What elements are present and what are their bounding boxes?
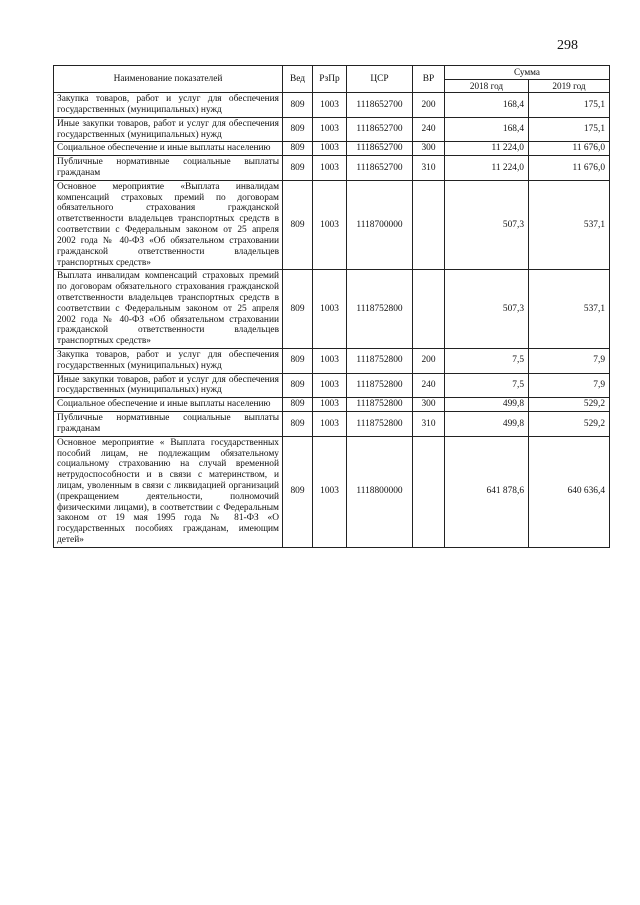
cell-name: Основное мероприятие «Выплата инвалидам компенсаций страховых премий по договорам обязательного страхования гражданской ответственности владельцев транспортных средств в соответствии с Федеральным законом от 25 апреля 2002 года № 40-ФЗ «Об обязательном страховании гражданской ответственности владельцев транспортных средств» xyxy=(54,180,283,270)
header-name: Наименование показателей xyxy=(54,66,283,93)
cell-rzpr: 1003 xyxy=(313,156,347,181)
cell-vr xyxy=(413,180,445,270)
table-row xyxy=(54,93,610,118)
cell-2019: 529,2 xyxy=(529,398,610,412)
cell-csr: 1118652700 xyxy=(347,156,413,181)
cell-rzpr: 1003 xyxy=(313,349,347,374)
cell-vr: 240 xyxy=(413,117,445,142)
cell-2019: 537,1 xyxy=(529,270,610,349)
cell-ved: 809 xyxy=(283,142,313,156)
cell-ved: 809 xyxy=(283,373,313,398)
table-row xyxy=(54,436,610,547)
table-row xyxy=(54,156,610,181)
header-vr: ВР xyxy=(413,66,445,93)
table-row xyxy=(54,373,610,398)
cell-vr: 300 xyxy=(413,398,445,412)
cell-ved: 809 xyxy=(283,270,313,349)
cell-ved: 809 xyxy=(283,436,313,547)
cell-csr: 1118652700 xyxy=(347,117,413,142)
cell-2018: 507,3 xyxy=(445,180,529,270)
cell-2019: 529,2 xyxy=(529,412,610,437)
cell-name: Закупка товаров, работ и услуг для обеспечения государственных (муниципальных) нужд xyxy=(54,93,283,118)
cell-rzpr: 1003 xyxy=(313,398,347,412)
header-2018: 2018 год xyxy=(445,79,529,93)
cell-rzpr: 1003 xyxy=(313,93,347,118)
table-row xyxy=(54,349,610,374)
cell-vr: 240 xyxy=(413,373,445,398)
page-number: 298 xyxy=(557,38,578,53)
cell-2019: 11 676,0 xyxy=(529,142,610,156)
cell-vr xyxy=(413,270,445,349)
cell-rzpr: 1003 xyxy=(313,436,347,547)
cell-name: Публичные нормативные социальные выплаты гражданам xyxy=(54,156,283,181)
cell-csr: 1118752800 xyxy=(347,270,413,349)
table-row xyxy=(54,142,610,156)
cell-2018: 7,5 xyxy=(445,349,529,374)
cell-vr: 310 xyxy=(413,412,445,437)
cell-csr: 1118752800 xyxy=(347,349,413,374)
cell-vr: 310 xyxy=(413,156,445,181)
cell-rzpr: 1003 xyxy=(313,180,347,270)
cell-rzpr: 1003 xyxy=(313,117,347,142)
cell-vr xyxy=(413,436,445,547)
cell-name: Основное мероприятие « Выплата государственных пособий лицам, не подлежащим обязательному социальному страхованию на случай временной нетрудоспособности и в связи с материнством, и лицам, уволенным в связи с ликвидацией организаций (прекращением деятельности, полномочий физическими лицами), в соответствии с Федеральным законом от 19 мая 1995 года № 81-ФЗ «О государственных пособиях гражданам, имеющим детей» xyxy=(54,436,283,547)
cell-csr: 1118752800 xyxy=(347,412,413,437)
cell-2019: 7,9 xyxy=(529,349,610,374)
cell-name: Выплата инвалидам компенсаций страховых премий по договорам обязательного страхования гражданской ответственности владельцев транспортных средств в соответствии с Федеральным законом от 25 апреля 2002 года № 40-ФЗ «Об обязательном страховании гражданской ответственности владельцев транспортных средств» xyxy=(54,270,283,349)
cell-vr: 200 xyxy=(413,93,445,118)
budget-table xyxy=(53,65,610,548)
cell-csr: 1118652700 xyxy=(347,93,413,118)
cell-2018: 507,3 xyxy=(445,270,529,349)
cell-rzpr: 1003 xyxy=(313,412,347,437)
cell-csr: 1118752800 xyxy=(347,373,413,398)
cell-name: Публичные нормативные социальные выплаты гражданам xyxy=(54,412,283,437)
header-2019: 2019 год xyxy=(529,79,610,93)
cell-2018: 641 878,6 xyxy=(445,436,529,547)
cell-2018: 7,5 xyxy=(445,373,529,398)
cell-ved: 809 xyxy=(283,117,313,142)
cell-name: Социальное обеспечение и иные выплаты населению xyxy=(54,142,283,156)
cell-ved: 809 xyxy=(283,156,313,181)
cell-2018: 499,8 xyxy=(445,398,529,412)
cell-2019: 537,1 xyxy=(529,180,610,270)
table-row xyxy=(54,180,610,270)
cell-ved: 809 xyxy=(283,93,313,118)
cell-csr: 1118700000 xyxy=(347,180,413,270)
cell-2018: 168,4 xyxy=(445,93,529,118)
table-row xyxy=(54,398,610,412)
cell-2019: 175,1 xyxy=(529,117,610,142)
cell-name: Иные закупки товаров, работ и услуг для обеспечения государственных (муниципальных) нужд xyxy=(54,117,283,142)
table-row xyxy=(54,412,610,437)
cell-name: Социальное обеспечение и иные выплаты населению xyxy=(54,398,283,412)
cell-ved: 809 xyxy=(283,398,313,412)
cell-rzpr: 1003 xyxy=(313,270,347,349)
cell-2018: 168,4 xyxy=(445,117,529,142)
cell-ved: 809 xyxy=(283,349,313,374)
cell-rzpr: 1003 xyxy=(313,373,347,398)
cell-2019: 640 636,4 xyxy=(529,436,610,547)
cell-vr: 200 xyxy=(413,349,445,374)
header-ved: Вед xyxy=(283,66,313,93)
cell-2019: 7,9 xyxy=(529,373,610,398)
cell-csr: 1118752800 xyxy=(347,398,413,412)
table-row xyxy=(54,270,610,349)
cell-name: Иные закупки товаров, работ и услуг для обеспечения государственных (муниципальных) нужд xyxy=(54,373,283,398)
cell-2019: 11 676,0 xyxy=(529,156,610,181)
cell-2018: 11 224,0 xyxy=(445,156,529,181)
cell-2019: 175,1 xyxy=(529,93,610,118)
cell-csr: 1118800000 xyxy=(347,436,413,547)
cell-ved: 809 xyxy=(283,180,313,270)
cell-vr: 300 xyxy=(413,142,445,156)
header-sum: Сумма xyxy=(445,66,610,80)
cell-2018: 499,8 xyxy=(445,412,529,437)
cell-2018: 11 224,0 xyxy=(445,142,529,156)
cell-csr: 1118652700 xyxy=(347,142,413,156)
cell-ved: 809 xyxy=(283,412,313,437)
header-csr: ЦСР xyxy=(347,66,413,93)
cell-rzpr: 1003 xyxy=(313,142,347,156)
cell-name: Закупка товаров, работ и услуг для обеспечения государственных (муниципальных) нужд xyxy=(54,349,283,374)
table-row xyxy=(54,117,610,142)
header-rzpr: РзПр xyxy=(313,66,347,93)
